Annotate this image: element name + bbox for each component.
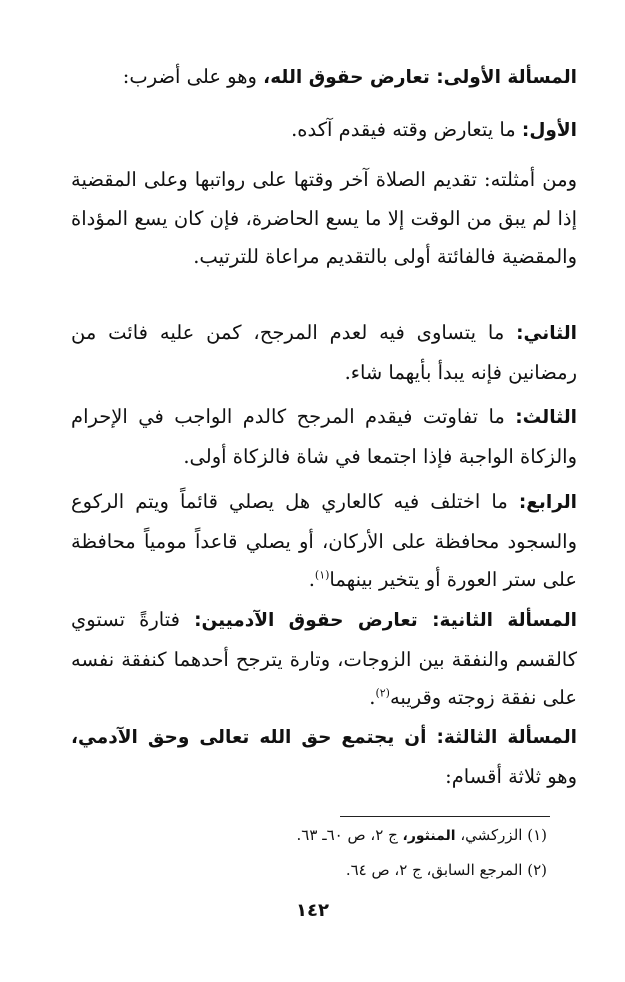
paragraph-text: ما اختلف فيه كالعاري هل يصلي قائماً ويتم الركوع والسجود محافظة على الأركان، أو يصلي قاعداً مومياً محافظة على ستر العورة أو يتخير بينهما	[71, 490, 577, 591]
paragraph-third-type	[71, 398, 577, 476]
paragraph-second-issue	[71, 601, 577, 718]
heading-third-issue: المسألة الثالثة: أن يجتمع حق الله تعالى وحق الآدمي،	[71, 727, 577, 748]
footnote-book-title: المنثور،	[402, 828, 456, 844]
paragraph-tail: .	[308, 568, 315, 591]
paragraph-fourth-type	[71, 483, 577, 600]
footnote-number: (١)	[527, 826, 547, 844]
heading-first-type: الأول:	[521, 120, 577, 141]
heading-second-issue: المسألة الثانية: تعارض حقوق الآدميين:	[194, 610, 577, 631]
footnote-number: (٢)	[527, 861, 547, 879]
footnote-text: المرجع السابق، ج ٢، ص ٦٤.	[345, 861, 528, 879]
heading-first-issue: المسألة الأولى: تعارض حقوق الله،	[263, 67, 577, 88]
footnote-marker-2: (٢)	[375, 686, 390, 700]
page-number: ١٤٢	[296, 900, 329, 921]
heading-fourth-type: الرابع:	[518, 492, 577, 513]
paragraph-third-issue	[71, 718, 577, 796]
paragraph-second-type	[71, 314, 577, 392]
heading-second-type: الثاني:	[516, 323, 577, 344]
paragraph-text: وهو على أضرب:	[122, 65, 264, 88]
paragraph-text: ما يتعارض وقته فيقدم آكده.	[291, 118, 522, 141]
footnote-text: الزركشي،	[455, 826, 528, 844]
paragraph-first-type	[71, 111, 577, 151]
paragraph-text: ما يتساوى فيه لعدم المرجح، كمن عليه فائت من رمضانين فإنه يبدأ بأيهما شاء.	[71, 321, 577, 384]
paragraph-text: ومن أمثلته: تقديم الصلاة آخر وقتها على رواتبها وعلى المقضية إذا لم يبق من الوقت إلا ما يسع الحاضرة، فإن كان يسع المؤداة والمقضية فالفائتة أولى بالتقديم مراعاة للترتيب.	[71, 168, 577, 268]
footnote-text: ج ٢، ص ٦٠ـ ٦٣.	[296, 826, 403, 844]
paragraph-text: ما تفاوتت فيقدم المرجح كالدم الواجب في الإحرام والزكاة الواجبة فإذا اجتمعا في شاة فالزكاة أولى.	[71, 405, 577, 468]
footnote-marker-1: (١)	[314, 568, 330, 582]
paragraph-first-issue	[71, 58, 577, 98]
paragraph-examples	[71, 161, 577, 277]
heading-third-type: الثالث:	[515, 407, 577, 428]
footnote-separator	[340, 816, 550, 817]
paragraph-tail: .	[369, 686, 376, 709]
footnote-1	[77, 823, 547, 848]
paragraph-text: وهو ثلاثة أقسام:	[445, 764, 577, 788]
footnote-2	[77, 858, 547, 882]
paragraph-text: فتارةً تستوي كالقسم والنفقة بين الزوجات، وتارة يترجح أحدهما كنفقة نفسه على نفقة زوجته وقريبه	[71, 608, 577, 709]
